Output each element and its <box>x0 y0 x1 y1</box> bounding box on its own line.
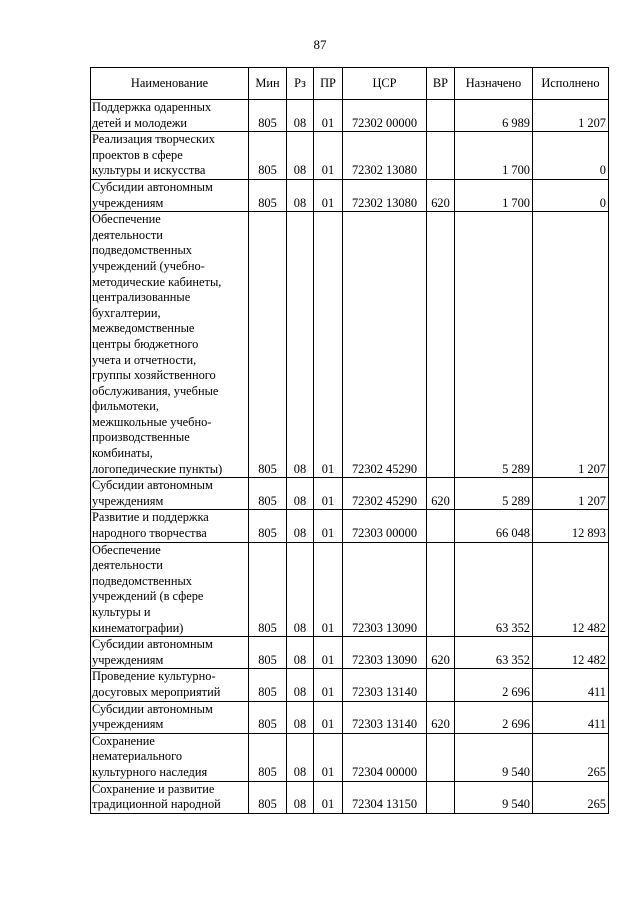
cell-csr: 72302 13080 <box>343 132 427 180</box>
cell-min: 805 <box>249 637 287 669</box>
cell-csr: 72303 13090 <box>343 637 427 669</box>
table-row <box>91 733 609 781</box>
name-line: учреждений (в сфере <box>92 589 204 604</box>
cell-name <box>91 701 249 733</box>
table-row <box>91 781 609 813</box>
cell-csr: 72304 13150 <box>343 781 427 813</box>
cell-vr <box>427 781 455 813</box>
table-header-row <box>91 68 609 100</box>
name-line: культуры и искусства <box>92 163 206 178</box>
name-line: бухгалтерии, <box>92 305 161 320</box>
cell-rz: 08 <box>287 100 314 132</box>
name-line: фильмотеки, <box>92 399 160 414</box>
table-row <box>91 637 609 669</box>
cell-assigned: 9 540 <box>455 733 533 781</box>
table-row <box>91 478 609 510</box>
cell-executed: 12 482 <box>533 637 609 669</box>
header-min: Мин <box>249 68 287 100</box>
name-line: учреждениям <box>92 652 164 667</box>
cell-executed: 1 207 <box>533 478 609 510</box>
name-line: детей и молодежи <box>92 115 188 130</box>
name-line: нематериального <box>92 749 183 764</box>
name-line: культуры и <box>92 605 151 619</box>
cell-executed: 265 <box>533 733 609 781</box>
cell-assigned: 2 696 <box>455 701 533 733</box>
cell-csr: 72303 13140 <box>343 669 427 701</box>
name-line: централизованные <box>92 290 191 305</box>
header-name: Наименование <box>91 68 249 100</box>
name-line: учреждений (учебно- <box>92 258 205 273</box>
cell-rz: 08 <box>287 478 314 510</box>
cell-executed: 12 893 <box>533 510 609 542</box>
name-line: кинематографии) <box>92 620 184 635</box>
cell-min: 805 <box>249 132 287 180</box>
cell-name <box>91 510 249 542</box>
cell-executed: 12 482 <box>533 542 609 637</box>
cell-rz: 08 <box>287 542 314 637</box>
table-body <box>91 100 609 814</box>
cell-name <box>91 637 249 669</box>
cell-rz: 08 <box>287 701 314 733</box>
name-line: комбинаты, <box>92 446 153 461</box>
cell-csr: 72302 45290 <box>343 478 427 510</box>
name-line: межшкольные учебно- <box>92 414 212 429</box>
cell-assigned: 1 700 <box>455 132 533 180</box>
name-line: традиционной народной <box>92 797 221 812</box>
cell-assigned: 1 700 <box>455 179 533 211</box>
cell-assigned: 5 289 <box>455 478 533 510</box>
name-line: Обеспечение <box>92 542 161 557</box>
cell-assigned: 63 352 <box>455 542 533 637</box>
cell-name <box>91 100 249 132</box>
name-line: культурного наследия <box>92 764 208 779</box>
cell-csr: 72304 00000 <box>343 733 427 781</box>
cell-rz: 08 <box>287 510 314 542</box>
cell-csr: 72302 00000 <box>343 100 427 132</box>
cell-vr: 620 <box>427 637 455 669</box>
cell-pr: 01 <box>314 701 343 733</box>
cell-pr: 01 <box>314 781 343 813</box>
table-row <box>91 100 609 132</box>
cell-assigned: 9 540 <box>455 781 533 813</box>
name-line: межведомственные <box>92 321 195 336</box>
cell-pr: 01 <box>314 212 343 478</box>
cell-vr <box>427 212 455 478</box>
cell-csr: 72303 13140 <box>343 701 427 733</box>
header-executed: Исполнено <box>533 68 609 100</box>
cell-rz: 08 <box>287 179 314 211</box>
name-line: методические кабинеты, <box>92 274 222 289</box>
cell-min: 805 <box>249 542 287 637</box>
cell-min: 805 <box>249 212 287 478</box>
name-line: Субсидии автономным <box>92 179 213 194</box>
cell-name <box>91 781 249 813</box>
budget-table <box>90 67 609 814</box>
cell-executed: 411 <box>533 669 609 701</box>
cell-vr: 620 <box>427 701 455 733</box>
name-line: народного творчества <box>92 526 207 541</box>
cell-executed: 1 207 <box>533 100 609 132</box>
name-line: подведомственных <box>92 573 192 588</box>
cell-executed: 411 <box>533 701 609 733</box>
header-csr: ЦСР <box>343 68 427 100</box>
name-line: обслуживания, учебные <box>92 383 219 398</box>
cell-rz: 08 <box>287 212 314 478</box>
cell-executed: 0 <box>533 179 609 211</box>
cell-name <box>91 478 249 510</box>
cell-pr: 01 <box>314 478 343 510</box>
cell-name <box>91 179 249 211</box>
cell-csr: 72303 00000 <box>343 510 427 542</box>
cell-assigned: 5 289 <box>455 212 533 478</box>
name-line: учреждениям <box>92 195 164 210</box>
name-line: Субсидии автономным <box>92 478 213 493</box>
header-pr: ПР <box>314 68 343 100</box>
cell-rz: 08 <box>287 637 314 669</box>
header-vr: ВР <box>427 68 455 100</box>
cell-pr: 01 <box>314 542 343 637</box>
cell-name <box>91 212 249 478</box>
cell-pr: 01 <box>314 637 343 669</box>
cell-min: 805 <box>249 510 287 542</box>
name-line: производственные <box>92 430 190 445</box>
cell-vr <box>427 100 455 132</box>
cell-executed: 0 <box>533 132 609 180</box>
cell-csr: 72303 13090 <box>343 542 427 637</box>
name-line: деятельности <box>92 558 163 573</box>
cell-rz: 08 <box>287 781 314 813</box>
cell-assigned: 63 352 <box>455 637 533 669</box>
cell-min: 805 <box>249 781 287 813</box>
name-line: Реализация творческих <box>92 132 215 147</box>
cell-vr <box>427 510 455 542</box>
header-rz: Рз <box>287 68 314 100</box>
name-line: проектов в сфере <box>92 147 183 162</box>
cell-name <box>91 669 249 701</box>
cell-min: 805 <box>249 179 287 211</box>
name-line: досуговых мероприятий <box>92 684 221 699</box>
name-line: Поддержка одаренных <box>92 100 212 114</box>
name-line: Субсидии автономным <box>92 701 213 716</box>
name-line: Сохранение и развитие <box>92 781 215 796</box>
cell-min: 805 <box>249 669 287 701</box>
cell-name <box>91 542 249 637</box>
cell-name <box>91 132 249 180</box>
name-line: учреждениям <box>92 717 164 732</box>
name-line: Субсидии автономным <box>92 637 213 652</box>
name-line: Проведение культурно- <box>92 669 216 684</box>
cell-csr: 72302 45290 <box>343 212 427 478</box>
cell-csr: 72302 13080 <box>343 179 427 211</box>
table-row <box>91 669 609 701</box>
cell-pr: 01 <box>314 510 343 542</box>
table-row <box>91 132 609 180</box>
cell-assigned: 6 989 <box>455 100 533 132</box>
cell-rz: 08 <box>287 669 314 701</box>
table-row <box>91 510 609 542</box>
page-number: 87 <box>313 37 327 52</box>
cell-executed: 265 <box>533 781 609 813</box>
name-line: Обеспечение <box>92 212 161 227</box>
name-line: группы хозяйственного <box>92 368 216 383</box>
cell-pr: 01 <box>314 100 343 132</box>
table-row <box>91 212 609 478</box>
cell-min: 805 <box>249 100 287 132</box>
name-line: логопедические пункты) <box>92 461 223 476</box>
name-line: центры бюджетного <box>92 336 199 351</box>
name-line: Сохранение <box>92 733 155 748</box>
cell-assigned: 2 696 <box>455 669 533 701</box>
cell-min: 805 <box>249 701 287 733</box>
cell-vr <box>427 733 455 781</box>
cell-pr: 01 <box>314 669 343 701</box>
name-line: учета и отчетности, <box>92 352 197 367</box>
header-assigned: Назначено <box>455 68 533 100</box>
name-line: Развитие и поддержка <box>92 510 209 525</box>
name-line: учреждениям <box>92 493 164 508</box>
cell-min: 805 <box>249 478 287 510</box>
cell-rz: 08 <box>287 733 314 781</box>
name-line: деятельности <box>92 227 163 242</box>
cell-name <box>91 733 249 781</box>
cell-vr <box>427 669 455 701</box>
cell-vr: 620 <box>427 179 455 211</box>
cell-assigned: 66 048 <box>455 510 533 542</box>
cell-min: 805 <box>249 733 287 781</box>
cell-vr <box>427 542 455 637</box>
table-row <box>91 179 609 211</box>
table-row <box>91 701 609 733</box>
cell-executed: 1 207 <box>533 212 609 478</box>
cell-pr: 01 <box>314 179 343 211</box>
cell-vr: 620 <box>427 478 455 510</box>
cell-vr <box>427 132 455 180</box>
cell-rz: 08 <box>287 132 314 180</box>
cell-pr: 01 <box>314 132 343 180</box>
name-line: подведомственных <box>92 243 192 258</box>
cell-pr: 01 <box>314 733 343 781</box>
table-row <box>91 542 609 637</box>
